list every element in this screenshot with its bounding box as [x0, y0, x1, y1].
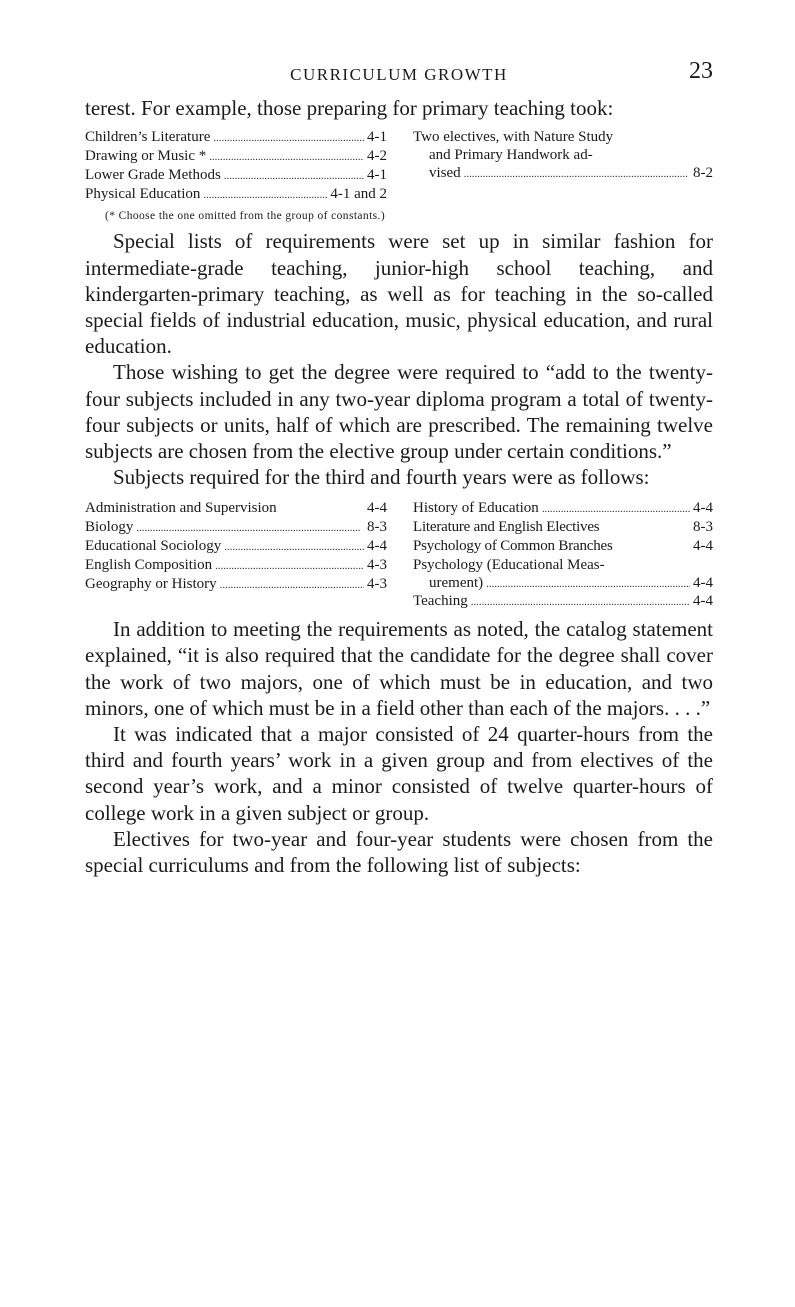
- list-item-continuation: [413, 165, 713, 184]
- primary-list-left-column: [85, 129, 387, 204]
- required-subjects-list: [85, 500, 713, 612]
- subject-name: Teaching: [413, 593, 468, 610]
- list-item: [85, 167, 387, 186]
- running-title: CURRICULUM GROWTH: [290, 65, 508, 84]
- list-item: [413, 557, 713, 575]
- list-item: [85, 129, 387, 148]
- list-item: [413, 500, 713, 519]
- paragraph-electives: Electives for two-year and four-year students were chosen from the special curriculums and from the following list of subjects:: [85, 826, 713, 878]
- subject-name: Psychology of Common Branches: [413, 538, 613, 555]
- paragraph-primary-teaching: terest. For example, those preparing for primary teaching took:: [85, 96, 614, 120]
- subject-name: English Composition: [85, 556, 213, 573]
- paragraph-third-fourth-years: Subjects required for the third and fourth years were as follows:: [113, 465, 650, 490]
- subject-name: Administration and Supervision: [85, 500, 277, 517]
- dot-leader: [224, 167, 364, 186]
- list-item: [413, 519, 713, 538]
- primary-teaching-subject-list: [85, 129, 713, 204]
- subject-name: Biology: [85, 519, 134, 536]
- subject-code: 8-3: [693, 519, 713, 536]
- subject-name: Children’s Literature: [85, 129, 211, 146]
- list-item: [85, 148, 387, 167]
- subject-code: 4-4: [693, 574, 713, 591]
- subject-code: 4-4: [367, 500, 387, 517]
- list-item: [85, 538, 387, 557]
- subject-code: 4-4: [693, 500, 713, 517]
- dot-leader: [471, 593, 690, 612]
- list-item: [85, 186, 387, 205]
- subject-name: History of Education: [413, 500, 539, 517]
- page-number: 23: [689, 58, 713, 84]
- subject-code: 4-4: [693, 593, 713, 610]
- subject-name: Two electives, with Nature Study: [413, 129, 614, 146]
- page-header: [85, 55, 713, 95]
- dot-leader: [220, 576, 364, 595]
- list-item: [85, 519, 387, 538]
- list-item: [85, 576, 387, 595]
- subject-name: Drawing or Music *: [85, 148, 207, 164]
- dot-leader: [486, 575, 690, 594]
- book-page: [85, 55, 713, 878]
- subject-code: 8-3: [367, 519, 387, 536]
- subject-name: Physical Education: [85, 185, 201, 202]
- subject-name: Literature and English Electives: [413, 519, 600, 536]
- subject-name: Educational Sociology: [85, 538, 222, 555]
- subject-code: 4-1: [367, 129, 387, 146]
- paragraph-majors-minors: In addition to meeting the requirements as noted, the catalog statement explained, “it is also required that the candidate for the degree shall cover the work of two majors, one of which must be in education, and two minors, one of which must be in a field other than each of the majors. . . .”: [85, 617, 713, 720]
- subject-code: 4-2: [367, 148, 387, 164]
- list-item: [85, 557, 387, 576]
- primary-list-right-column: [413, 129, 713, 204]
- subject-code: 8-2: [693, 164, 713, 181]
- subject-code: 4-4: [693, 538, 713, 555]
- paragraph-degree-requirements: Those wishing to get the degree were required to “add to the twenty-four subjects included in any two-year diploma program a total of twenty-four subjects or units, half of which are prescribed. The remaining twelve subjects are chosen from the elective group under certain conditions.”: [85, 360, 713, 464]
- subject-code: 4-1 and 2: [330, 185, 387, 202]
- subject-name-continued: and Primary Handwork ad-: [429, 147, 593, 163]
- subject-name: Geography or History: [85, 575, 217, 592]
- paragraph-special-lists: Special lists of requirements were set up in similar fashion for intermediate-grade teaching, junior-high school teaching, and kindergarten-primary teaching, as well as for teaching in the so-called special fields of industrial education, music, physical education, and rural education.: [85, 229, 713, 359]
- subject-name-continued: vised: [429, 164, 461, 181]
- dot-leader: [464, 165, 690, 184]
- dot-leader: [209, 148, 364, 167]
- list-item-continuation: [413, 575, 713, 594]
- footnote: (* Choose the one omitted from the group of constants.): [105, 210, 386, 223]
- dot-leader: [213, 129, 364, 148]
- subject-name-continued: urement): [429, 574, 484, 591]
- list-item: [413, 538, 713, 557]
- subject-name: Lower Grade Methods: [85, 166, 221, 183]
- list-item-continuation: [413, 147, 713, 165]
- subject-code: 4-1: [367, 166, 387, 183]
- required-list-left-column: [85, 500, 387, 612]
- dot-leader: [203, 186, 327, 205]
- paragraph-quarter-hours: It was indicated that a major consisted of 24 quarter-hours from the third and fourth years’ work in a given group and from electives of the second year’s work, and a minor consisted of twelve quarter-hours of college work in a given subject or group.: [85, 722, 713, 825]
- subject-code: 4-3: [367, 556, 387, 573]
- required-list-right-column: [413, 500, 713, 612]
- list-item: [413, 593, 713, 612]
- dot-leader: [136, 519, 364, 538]
- list-item: [413, 129, 713, 147]
- list-item: [85, 500, 387, 519]
- subject-name: Psychology (Educational Meas-: [413, 556, 605, 573]
- subject-code: 4-4: [367, 538, 387, 555]
- dot-leader: [215, 557, 364, 576]
- dot-leader: [224, 538, 364, 557]
- subject-code: 4-3: [367, 575, 387, 592]
- dot-leader: [542, 500, 690, 519]
